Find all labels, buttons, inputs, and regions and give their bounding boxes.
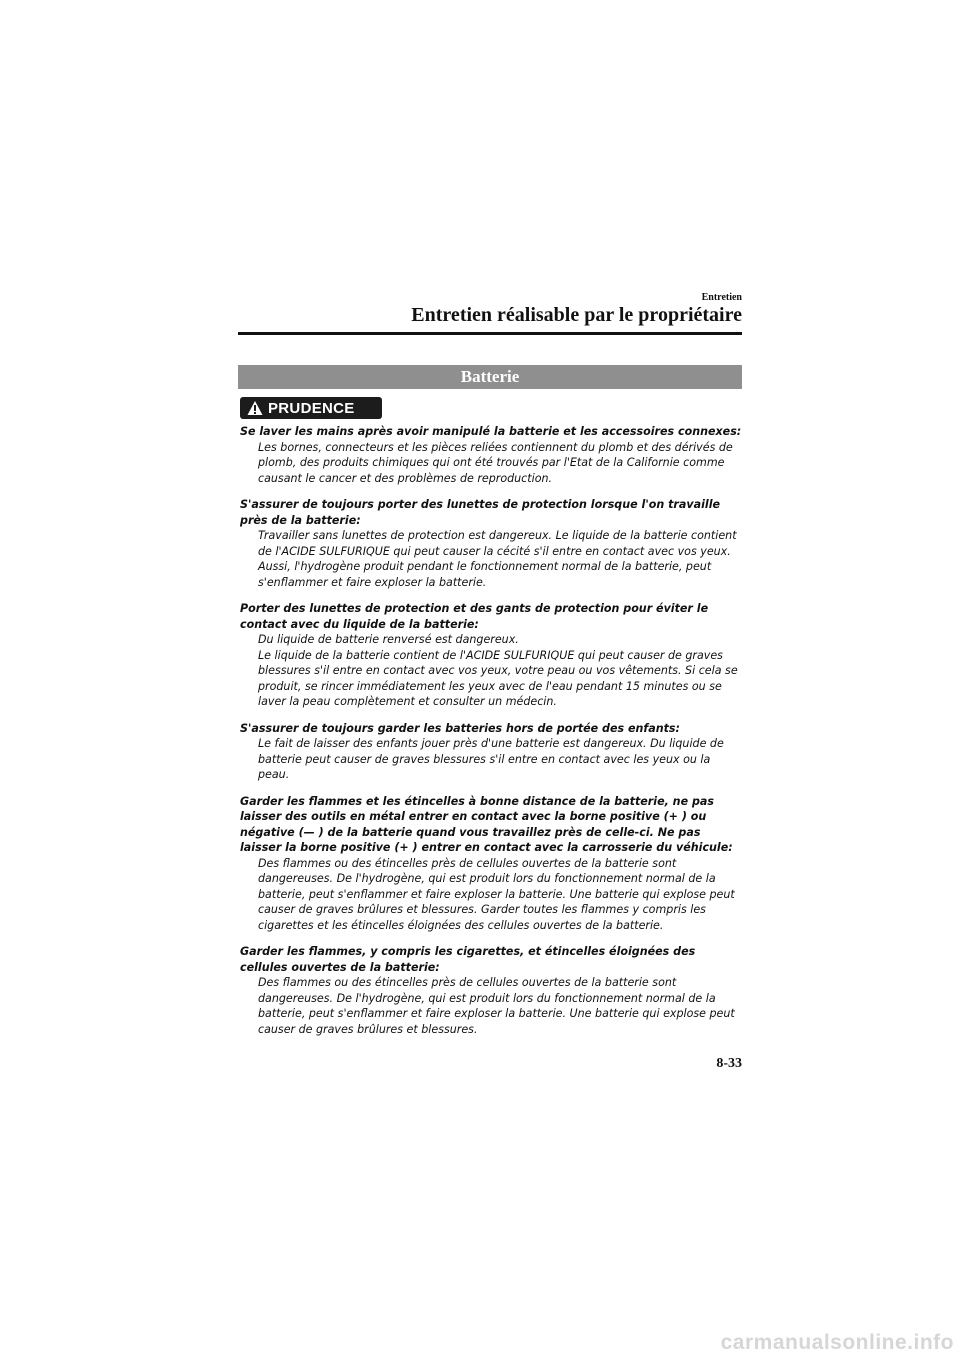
item-text: Du liquide de batterie renversé est dangereux. (258, 633, 519, 646)
item-heading: S'assurer de toujours garder les batteries hors de portée des enfants: (240, 721, 680, 735)
item-heading: Garder les flammes et les étincelles à bonne distance de la batterie, ne pas laisser des outils en métal entrer en contact avec la borne positive (+ ) ou négative (— ) de la batterie quand vous travaillez près de celle-ci. Ne pas laisser la borne positive (+ ) entrer en contact avec la carrosserie du véhicule: (240, 794, 733, 854)
item-text: Les bornes, connecteurs et les pièces reliées contiennent du plomb et des dérivés de plomb, des produits chimiques qui ont été trouvés par l'Etat de la Californie comme causant le cancer et des problèmes de reproduction. (258, 440, 733, 485)
page-title: Entretien réalisable par le propriétaire (411, 304, 742, 326)
item-body (240, 440, 744, 487)
header-divider (238, 332, 742, 335)
caution-item (240, 794, 744, 934)
item-heading: Se laver les mains après avoir manipulé la batterie et les accessoires connexes: (240, 425, 742, 438)
item-body (240, 736, 744, 783)
caution-label: PRUDENCE (268, 399, 355, 417)
caution-item (240, 944, 744, 1037)
item-text: Le liquide de la batterie contient de l'ACIDE SULFURIQUE qui peut causer de graves blessures s'il entre en contact avec vos yeux, votre peau ou vos vêtements. Si cela se produit, se rincer immédiatement les yeux avec de l'eau pendant 15 minutes ou se laver la peau complètement et consulter un médecin. (258, 648, 738, 708)
caution-item (240, 424, 744, 486)
item-text: Des flammes ou des étincelles près de cellules ouvertes de la batterie sont dangereuses. De l'hydrogène, qui est produit lors du fonctionnement normal de la batterie, peut s'enflammer et faire exploser la batterie. Une batterie qui explose peut causer de graves brûlures et blessures. Garder toutes les flammes y compris les cigarettes et les étincelles éloignées des cellules ouvertes de la batterie. (258, 856, 735, 932)
watermark: carmanualsonline.info (720, 1331, 954, 1354)
caution-item (240, 497, 744, 590)
item-body (240, 856, 744, 934)
chapter-label: Entretien (701, 292, 742, 303)
warning-triangle-icon (247, 400, 263, 416)
item-text: Des flammes ou des étincelles près de cellules ouvertes de la batterie sont dangereuses. De l'hydrogène, qui est produit lors du fonctionnement normal de la batterie, peut s'enflammer et faire exploser la batterie. Une batterie qui explose peut causer de graves brûlures et blessures. (258, 976, 735, 1036)
item-text: Le fait de laisser des enfants jouer près d'une batterie est dangereux. Du liquide de batterie peut causer de graves blessures s'il entre en contact avec les yeux ou la peau. (258, 737, 724, 781)
item-heading: S'assurer de toujours porter des lunettes de protection lorsque l'on travaille près de la batterie: (240, 498, 721, 527)
caution-content (240, 424, 744, 1048)
item-heading: Porter des lunettes de protection et des gants de protection pour éviter le contact avec du liquide de la batterie: (240, 602, 709, 631)
item-heading: Garder les flammes, y compris les cigarettes, et étincelles éloignées des cellules ouvertes de la batterie: (240, 945, 696, 974)
section-title: Batterie (460, 367, 520, 386)
page-number: 8-33 (716, 1056, 742, 1071)
caution-item (240, 601, 744, 710)
item-body (240, 975, 744, 1037)
item-body (240, 632, 744, 710)
caution-item (240, 721, 744, 783)
caution-badge (240, 397, 382, 419)
item-text: Travailler sans lunettes de protection est dangereux. Le liquide de la batterie contient de l'ACIDE SULFURIQUE qui peut causer la cécité s'il entre en contact avec vos yeux. Aussi, l'hydrogène produit pendant le fonctionnement normal de la batterie, peut s'enflammer et faire exploser la batterie. (258, 529, 737, 589)
item-body (240, 528, 744, 590)
section-title-bar (238, 365, 742, 389)
